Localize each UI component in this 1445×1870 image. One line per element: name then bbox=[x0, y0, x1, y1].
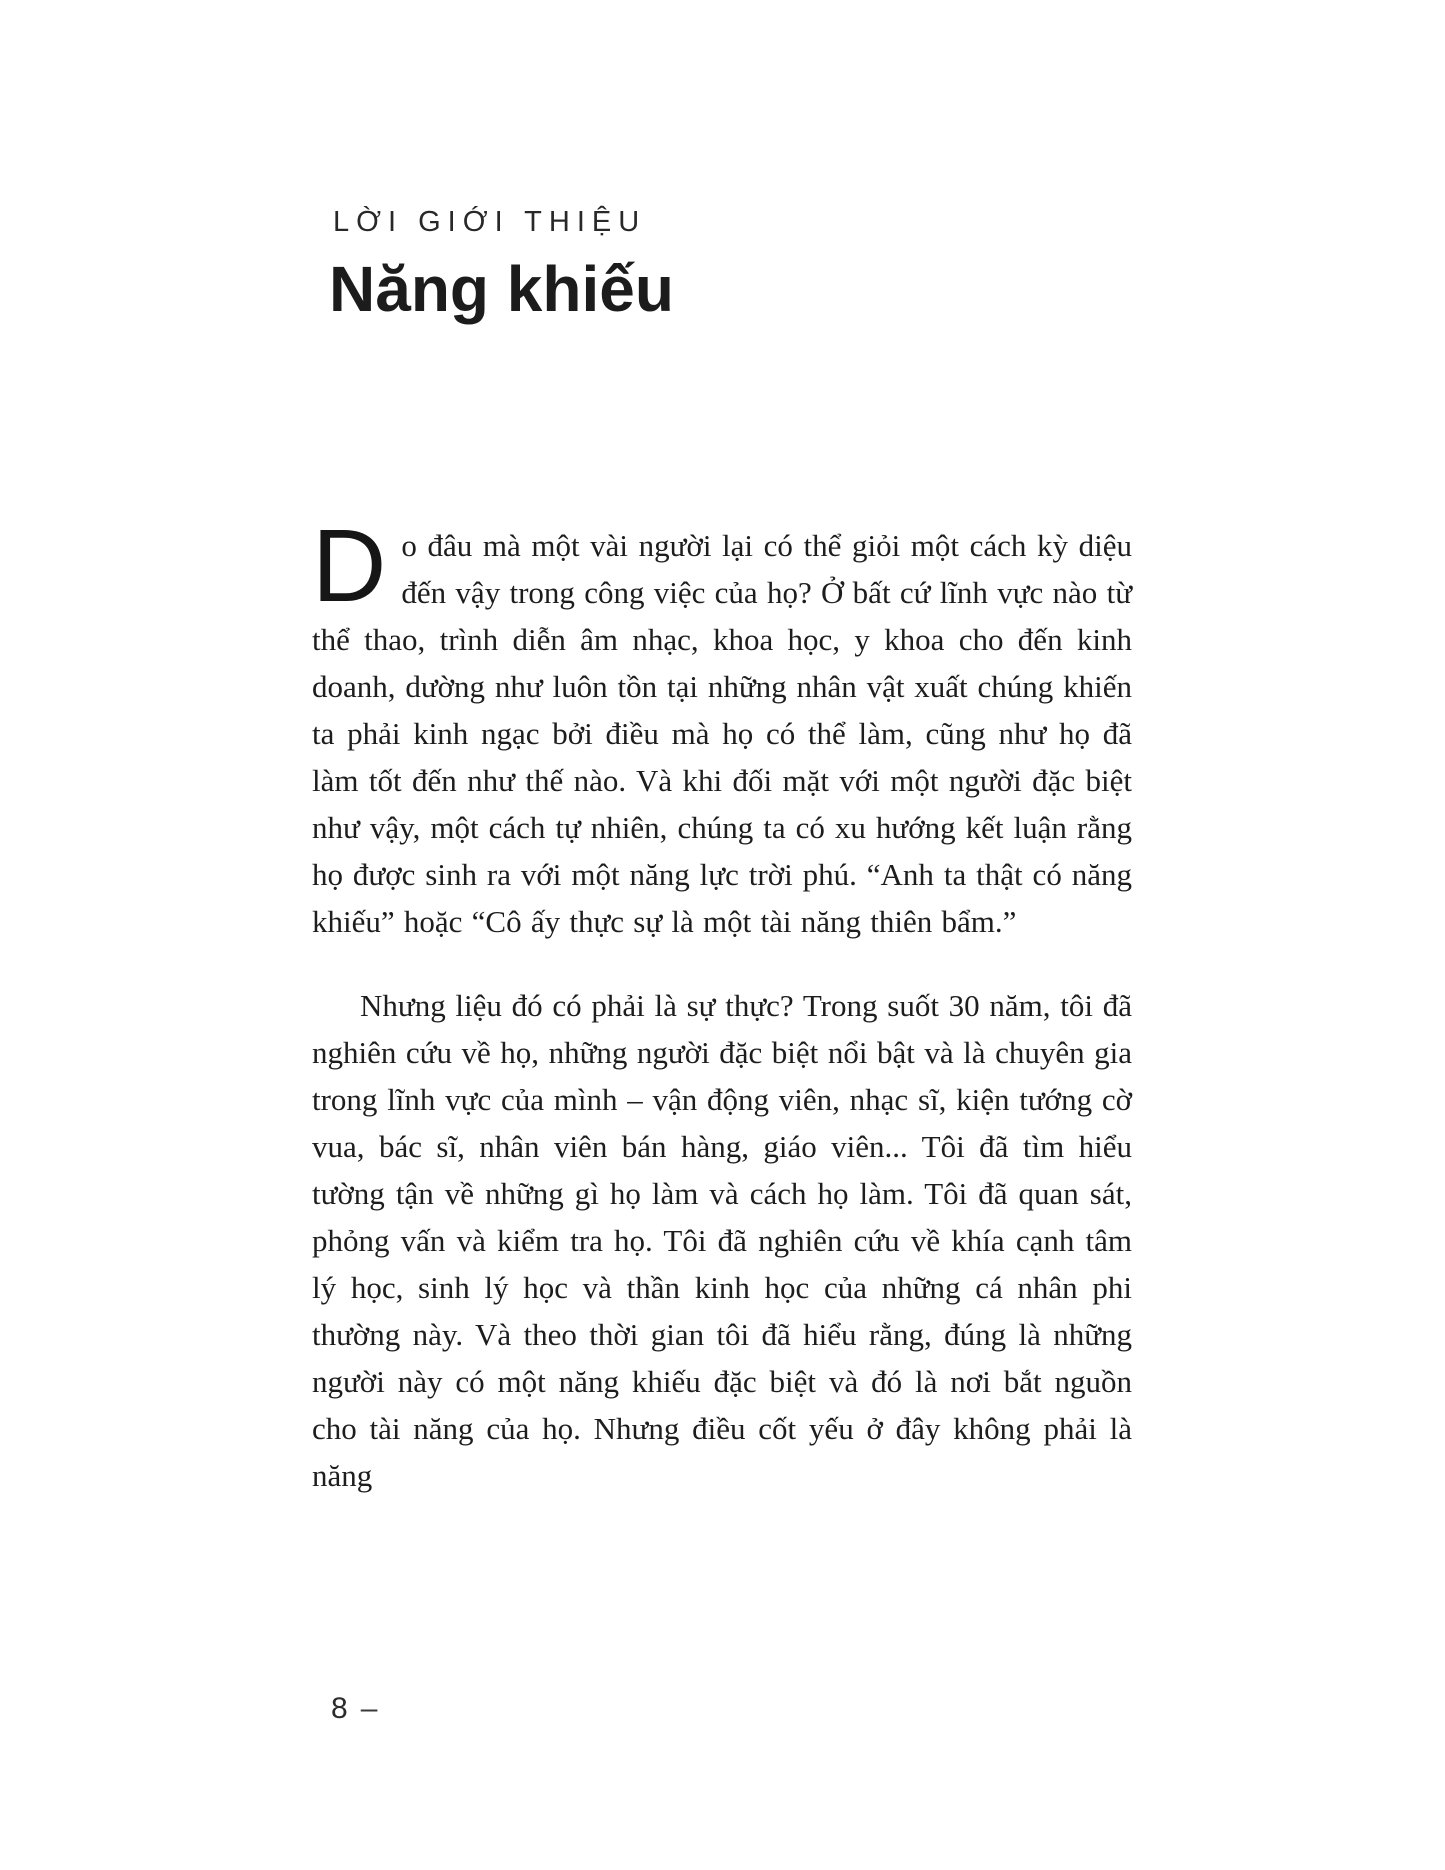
body-text bbox=[312, 508, 1132, 1499]
page-number-dash: – bbox=[360, 1692, 378, 1725]
chapter-title: Năng khiếu bbox=[329, 253, 674, 325]
page-number: 8 bbox=[331, 1692, 348, 1725]
paragraph-1 bbox=[312, 508, 1132, 945]
page-footer bbox=[331, 1692, 377, 1726]
paragraph-2: Nhưng liệu đó có phải là sự thực? Trong suốt 30 năm, tôi đã nghiên cứu về họ, những người đặc biệt nổi bật và là chuyên gia trong lĩnh vực của mình – vận động viên, nhạc sĩ, kiện tướng cờ vua, bác sĩ, nhân viên bán hàng, giáo viên... Tôi đã tìm hiểu tường tận về những gì họ làm và cách họ làm. Tôi đã quan sát, phỏng vấn và kiểm tra họ. Tôi đã nghiên cứu về khía cạnh tâm lý học, sinh lý học và thần kinh học của những cá nhân phi thường này. Và theo thời gian tôi đã hiểu rằng, đúng là những người này có một năng khiếu đặc biệt và đó là nơi bắt nguồn cho tài năng của họ. Nhưng điều cốt yếu ở đây không phải là năng bbox=[312, 988, 1132, 1493]
paragraph-1-text: o đâu mà một vài người lại có thể giỏi một cách kỳ diệu đến vậy trong công việc của họ? Ở bất cứ lĩnh vực nào từ thể thao, trình diễn âm nhạc, khoa học, y khoa cho đến kinh doanh, dường như luôn tồn tại những nhân vật xuất chúng khiến ta phải kinh ngạc bởi điều mà họ có thể làm, cũng như họ đã làm tốt đến như thế nào. Và khi đối mặt với một người đặc biệt như vậy, một cách tự nhiên, chúng ta có xu hướng kết luận rằng họ được sinh ra với một năng lực trời phú. “Anh ta thật có năng khiếu” hoặc “Cô ấy thực sự là một tài năng thiên bẩm.” bbox=[312, 528, 1132, 939]
drop-cap: D bbox=[312, 508, 387, 623]
section-kicker: LỜI GIỚI THIỆU bbox=[333, 206, 647, 238]
